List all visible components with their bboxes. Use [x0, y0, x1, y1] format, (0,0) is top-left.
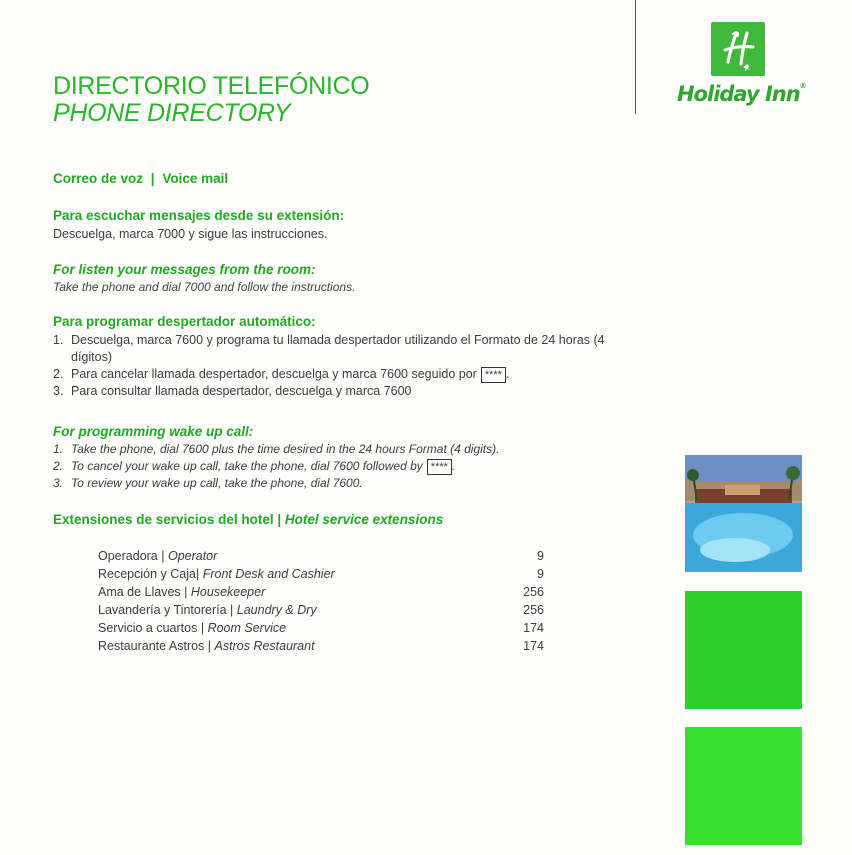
list-item: 2. To cancel your wake up call, take the phone, dial 7600 followed by **** .	[53, 459, 456, 473]
green-square-bottom	[685, 727, 802, 845]
holiday-inn-wordmark: Holiday Inn®	[677, 82, 806, 106]
green-square-top	[685, 591, 802, 709]
wakeup-en-heading: For programming wake up call:	[53, 424, 254, 439]
table-row: Restaurante Astros | Astros Restaurant 174	[98, 639, 544, 653]
extensions-table	[98, 549, 548, 657]
holiday-inn-logo	[677, 20, 807, 112]
extension-number: 9	[537, 567, 544, 581]
extension-number: 174	[523, 639, 544, 653]
listen-es-heading: Para escuchar mensajes desde su extensión:	[53, 208, 345, 223]
code-box: ****	[481, 367, 506, 383]
list-item: 2. Para cancelar llamada despertador, descuelga y marca 7600 seguido por **** .	[53, 367, 510, 381]
table-row: Lavandería y Tintorería | Laundry & Dry 256	[98, 603, 544, 617]
table-row: Ama de Llaves | Housekeeper 256	[98, 585, 544, 599]
title-english: PHONE DIRECTORY	[53, 99, 291, 127]
extensions-heading: Extensiones de servicios del hotel | Hotel service extensions	[53, 512, 444, 527]
holiday-inn-h-icon	[711, 22, 765, 76]
listen-en-heading: For listen your messages from the room:	[53, 262, 316, 277]
pool-photo	[685, 455, 802, 572]
header-divider	[635, 0, 636, 114]
table-row: Operadora | Operator 9	[98, 549, 544, 563]
extension-number: 256	[523, 603, 544, 617]
extension-number: 174	[523, 621, 544, 635]
list-item: 3. Para consultar llamada despertador, descuelga y marca 7600	[53, 384, 412, 398]
wakeup-es-list	[53, 332, 613, 400]
code-box: ****	[427, 459, 452, 475]
extension-number: 256	[523, 585, 544, 599]
table-row: Recepción y Caja| Front Desk and Cashier 9	[98, 567, 544, 581]
voicemail-heading: Correo de voz | Voice mail	[53, 171, 229, 186]
list-item: 3. To review your wake up call, take the phone, dial 7600.	[53, 476, 363, 490]
title-spanish: DIRECTORIO TELEFÓNICO	[53, 72, 370, 100]
wakeup-en-list	[53, 441, 613, 492]
extension-number: 9	[537, 549, 544, 563]
list-item: 1. Descuelga, marca 7600 y programa tu llamada despertador utilizando el Formato de 24 horas (4 dígitos)	[53, 333, 605, 364]
table-row: Servicio a cuartos | Room Service 174	[98, 621, 544, 635]
wakeup-es-heading: Para programar despertador automático:	[53, 314, 316, 329]
listen-en-text: Take the phone and dial 7000 and follow the instructions.	[53, 280, 356, 294]
listen-es-text: Descuelga, marca 7000 y sigue las instrucciones.	[53, 227, 328, 241]
page-title	[53, 73, 369, 127]
list-item: 1. Take the phone, dial 7600 plus the time desired in the 24 hours Format (4 digits).	[53, 442, 500, 456]
